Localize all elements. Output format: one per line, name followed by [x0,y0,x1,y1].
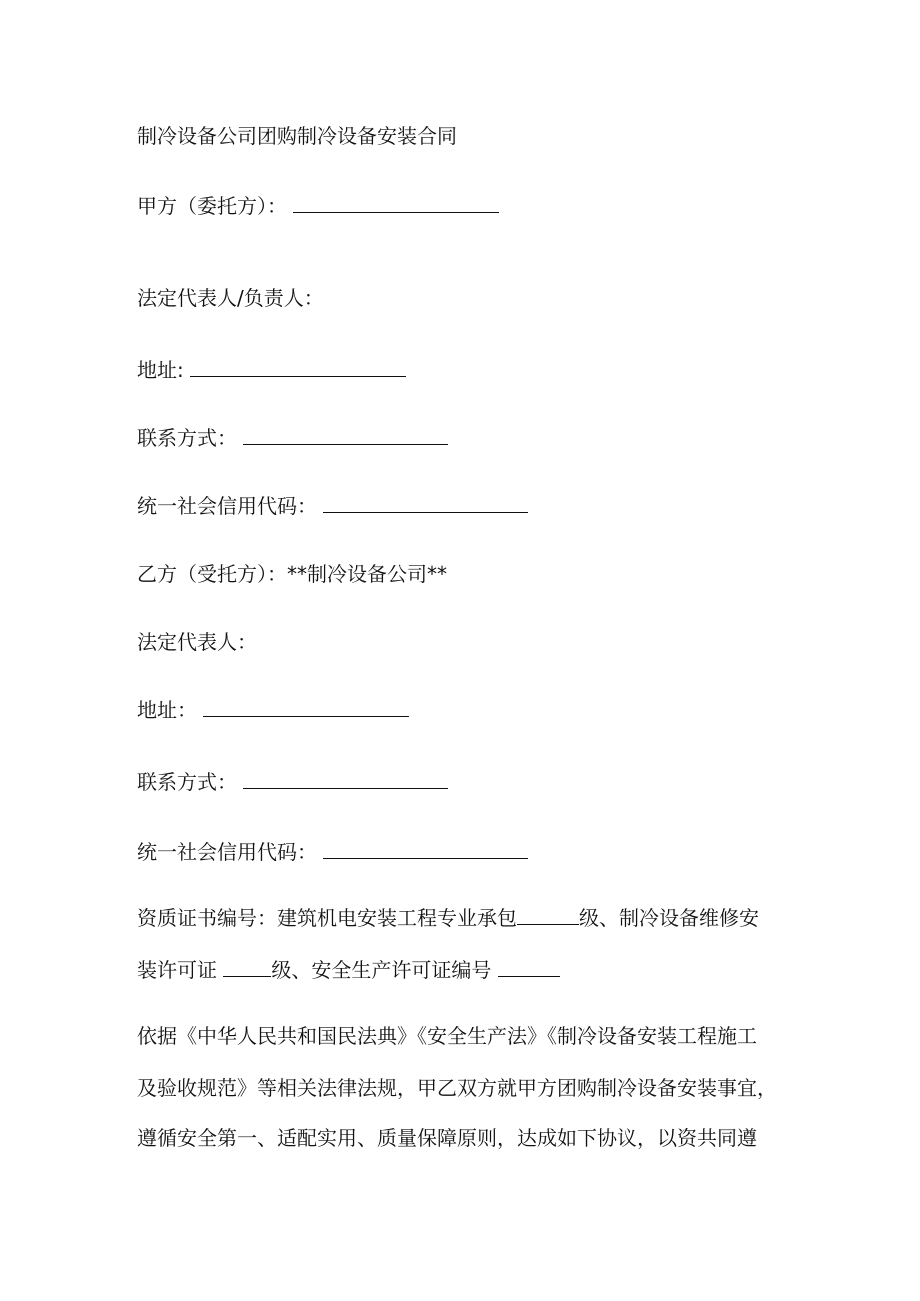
party-b-contact-label: 联系方式： [137,770,237,794]
party-a-representative-label: 法定代表人/负责人： [137,286,324,310]
party-b-credit-code-blank[interactable] [323,838,528,859]
party-b-representative-row [137,628,257,656]
party-a-label: 甲方（委托方）： [137,194,287,218]
party-b-address-row [137,696,409,724]
safety-license-number-blank[interactable] [498,956,560,977]
party-a-contact-label: 联系方式： [137,426,237,450]
preamble-text-3: 遵循安全第一、适配实用、质量保障原则，达成如下协议，以资共同遵 [137,1126,757,1150]
party-a-credit-code-row [137,492,528,520]
party-a-contact-blank[interactable] [243,424,448,445]
party-b-address-label: 地址： [137,698,197,722]
party-a-credit-code-label: 统一社会信用代码： [137,494,317,518]
construction-grade-blank[interactable] [517,904,579,925]
party-b-representative-label: 法定代表人： [137,630,257,654]
preamble-line-1 [137,1022,757,1050]
party-a-name-blank[interactable] [293,192,499,213]
party-a-address-label: 地址: [137,358,184,382]
document-title [137,122,457,150]
party-b-credit-code-label: 统一社会信用代码： [137,840,317,864]
qualification-text-2: 级、制冷设备维修安 [579,906,759,930]
party-b-credit-code-row [137,838,528,866]
party-b-contact-blank[interactable] [243,768,448,789]
party-a-contact-row [137,424,448,452]
qualification-text-1: 资质证书编号：建筑机电安装工程专业承包 [137,906,517,930]
qualification-row-1 [137,904,759,932]
party-a-address-row [137,356,406,384]
party-b-address-blank[interactable] [203,696,409,717]
party-b-label: 乙方（受托方）：**制冷设备公司** [137,562,447,586]
preamble-text-2: 及验收规范》等相关法律法规，甲乙双方就甲方团购制冷设备安装事宜， [137,1076,777,1100]
preamble-line-2 [137,1074,777,1102]
party-b-contact-row [137,768,448,796]
preamble-text-1: 依据《中华人民共和国民法典》《安全生产法》《制冷设备安装工程施工 [137,1024,757,1048]
qualification-text-4: 级、安全生产许可证编号 [271,958,492,982]
qualification-text-3: 装许可证 [137,958,217,982]
title-text: 制冷设备公司团购制冷设备安装合同 [137,124,457,148]
party-a-representative-row [137,284,324,312]
party-b-row [137,560,447,588]
preamble-line-3 [137,1124,757,1152]
repair-license-grade-blank[interactable] [223,956,271,977]
qualification-row-2 [137,956,560,984]
party-a-row [137,192,499,220]
party-a-credit-code-blank[interactable] [323,492,528,513]
party-a-address-blank[interactable] [190,356,406,377]
